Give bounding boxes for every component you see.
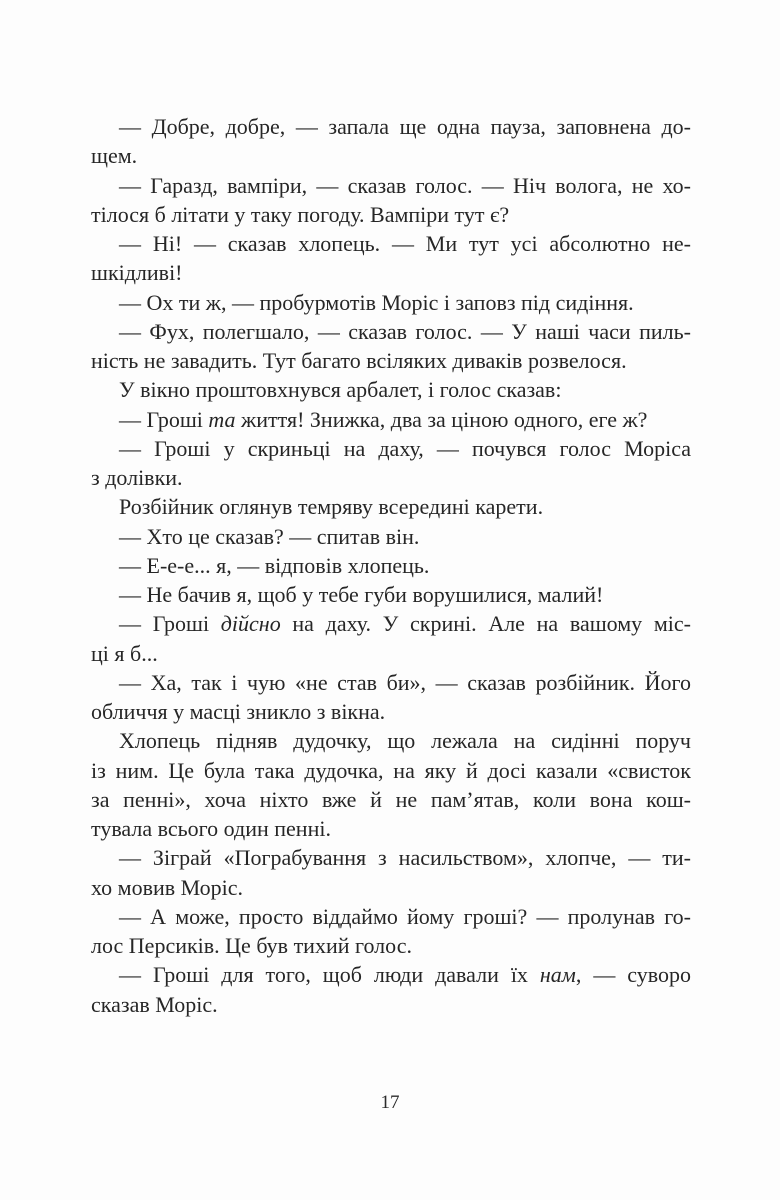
text-line — [91, 960, 691, 989]
text-segment: — Хто це сказав? — спитав він. — [119, 523, 420, 549]
text-segment: — А може, просто віддаймо йому гроші? — пролунав го- — [119, 903, 691, 929]
text-line — [91, 609, 691, 638]
text-line — [91, 931, 691, 960]
italic-text-segment: нам — [539, 962, 576, 988]
text-line — [91, 639, 691, 668]
text-line — [91, 141, 691, 170]
text-line — [91, 580, 691, 609]
text-line — [91, 873, 691, 902]
text-segment: — Гроші для того, щоб люди давали їх — [119, 962, 540, 988]
text-line — [91, 785, 691, 814]
text-segment: лос Персиків. Це був тихий голос. — [91, 933, 412, 958]
text-segment: — Гроші — [119, 611, 221, 637]
text-segment: — Ох ти ж, — пробурмотів Моріс і заповз під сидіння. — [119, 289, 634, 315]
text-segment: з долівки. — [91, 465, 183, 490]
text-segment: — Гроші — [119, 406, 209, 432]
text-line — [91, 843, 691, 872]
text-segment: обличчя у масці зникло з вікна. — [91, 699, 386, 724]
text-segment: У вікно проштовхнувся арбалет, і голос сказав: — [119, 377, 562, 403]
text-segment: Розбійник оглянув темряву всередині карети. — [119, 494, 544, 520]
text-line — [91, 200, 691, 229]
text-line — [91, 434, 691, 463]
text-segment: ність не завадить. Тут багато всіляких диваків розвелося. — [91, 348, 627, 373]
text-line — [91, 990, 691, 1019]
text-segment: тувала всього один пенні. — [91, 816, 331, 841]
text-segment: — Гроші у скриньці на даху, — почувся голос Моріса — [119, 435, 691, 461]
text-segment: шкідливі! — [91, 260, 183, 286]
text-segment: — Гаразд, вампіри, — сказав голос. — Ніч волога, не хо- — [119, 172, 691, 198]
text-line — [91, 258, 691, 287]
text-line — [91, 405, 691, 434]
page-number: 17 — [380, 1092, 400, 1113]
text-segment: — Зіграй «Пограбування з насильством», хлопче, — ти- — [119, 845, 691, 871]
text-segment: Хлопець підняв дудочку, що лежала на сидінні поруч — [119, 728, 691, 754]
text-line — [91, 697, 691, 726]
text-line — [91, 902, 691, 931]
italic-text-segment: та — [208, 406, 236, 432]
text-line — [91, 492, 691, 521]
text-line — [91, 551, 691, 580]
text-line — [91, 726, 691, 755]
text-segment: — Ні! — сказав хлопець. — Ми тут усі абсолютно не- — [119, 231, 691, 256]
text-segment: — Фух, полегшало, — сказав голос. — У наші часи пиль- — [119, 318, 691, 344]
text-segment: хо мовив Моріс. — [91, 874, 244, 900]
text-line — [91, 288, 691, 317]
text-block — [91, 112, 691, 1019]
text-line — [91, 668, 691, 697]
text-segment: — Не бачив я, щоб у тебе губи ворушилися, малий! — [119, 582, 604, 607]
text-segment: сказав Моріс. — [91, 991, 218, 1017]
text-line — [91, 229, 691, 258]
text-line — [91, 522, 691, 551]
text-line — [91, 756, 691, 785]
text-line — [91, 112, 691, 141]
text-line — [91, 346, 691, 375]
text-line — [91, 375, 691, 404]
text-line — [91, 814, 691, 843]
text-segment: із ним. Це була така дудочка, на яку й досі казали «свисток — [91, 757, 691, 783]
text-line — [91, 317, 691, 346]
text-segment: тілося б літати у таку погоду. Вампіри тут є? — [91, 201, 510, 227]
text-segment: , — суворо — [575, 962, 691, 988]
text-segment: за пенні», хоча ніхто вже й не пам’ятав, коли вона кош- — [91, 786, 691, 812]
italic-text-segment: дійсно — [220, 611, 281, 637]
text-segment: — Добре, добре, — запала ще одна пауза, заповнена до- — [119, 114, 691, 139]
text-segment: щем. — [91, 143, 138, 169]
text-line — [91, 463, 691, 492]
text-segment: життя! Знижка, два за ціною одного, еге ж? — [235, 406, 648, 432]
text-segment: ці я б... — [91, 640, 158, 666]
text-segment: — Е-е-е... я, — відповів хлопець. — [119, 552, 430, 578]
text-segment: — Ха, так і чую «не став би», — сказав розбійник. Його — [119, 669, 691, 695]
text-segment: на даху. У скрині. Але на вашому міс- — [280, 611, 691, 637]
text-line — [91, 171, 691, 200]
